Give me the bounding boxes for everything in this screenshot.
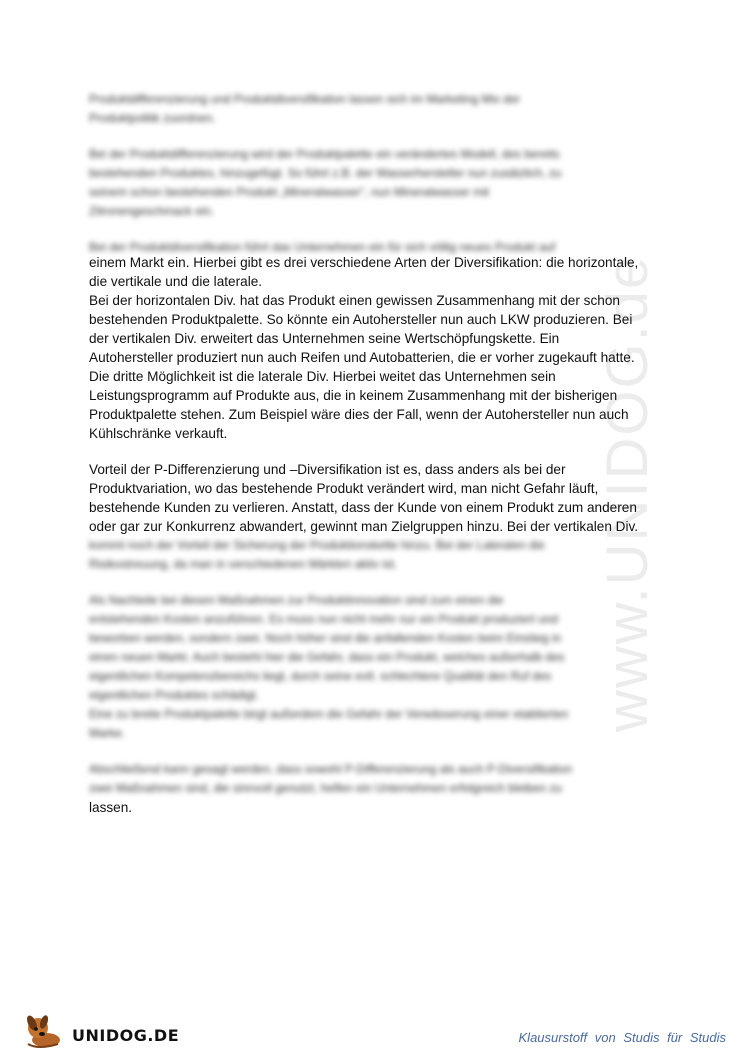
text-line: Vorteil der P-Differenzierung und –Diversifikation ist es, dass anders als bei der xyxy=(89,462,566,477)
text-line: der vertikalen Div. erweitert das Unternehmen seine Wertschöpfungskette. Ein xyxy=(89,331,560,346)
text-line: Kühlschränke verkauft. xyxy=(89,426,228,441)
text-line: Zitronengeschmack ein. xyxy=(89,204,215,218)
text-line: Eine zu breite Produktpalette birgt außerdem die Gefahr der Verwässerung einer etablierten xyxy=(89,707,569,721)
paragraph-3 xyxy=(89,238,669,443)
text-line: Die dritte Möglichkeit ist die laterale Div. Hierbei weitet das Unternehmen sein xyxy=(89,369,556,384)
text-line: kommt noch der Vorteil der Sicherung der Produktionskette hinzu. Bei der Lateralen die xyxy=(89,538,545,552)
watermark: www.UNIDOG.de xyxy=(595,254,660,732)
text-line: Produktpalette stehen. Zum Beispiel wäre dies der Fall, wenn der Autohersteller nun auch xyxy=(89,407,629,422)
footer-slogan: Klausurstoff von Studis für Studis xyxy=(518,1030,726,1045)
paragraph-2 xyxy=(89,145,669,221)
text-line: einen neuen Markt. Auch besteht hier die Gefahr, dass ein Produkt, welches außerhalb des xyxy=(89,650,565,664)
dog-icon xyxy=(20,1010,72,1050)
document-body xyxy=(89,90,669,834)
text-line: entstehenden Kosten anzuführen. Es muss nun nicht mehr nur ein Produkt produziert und xyxy=(89,612,558,626)
text-line: einem Markt ein. Hierbei gibt es drei verschiedene Arten der Diversifikation: die horizontale, xyxy=(89,255,639,270)
text-line: Risikostreuung, da man in verschiedenen Märkten aktiv ist. xyxy=(89,557,398,571)
text-line: bestehenden Produktpalette. So könnte ein Autohersteller nun auch LKW produzieren. Bei xyxy=(89,312,633,327)
paragraph-4 xyxy=(89,460,669,574)
text-line: Als Nachteile bei diesen Maßnahmen zur Produktinnovation sind zum einen die xyxy=(89,593,504,607)
logo-text: UNIDOG.DE xyxy=(72,1026,180,1045)
text-line: Produktdifferenzierung und Produktdiversifikation lassen sich im Marketing Mix der xyxy=(89,92,521,106)
text-line: lassen. xyxy=(89,800,133,815)
text-line: eigentlichen Kompetenzbereichs liegt, durch seine evtl. schlechtere Qualität den Ruf des xyxy=(89,669,552,683)
text-line: beworben werden, sondern zwei. Noch höher sind die anfallenden Kosten beim Einstieg in xyxy=(89,631,562,645)
text-line: Produktpolitik zuordnen. xyxy=(89,111,216,125)
text-line: seinem schon bestehenden Produkt „Mineralwasser“, nun Mineralwasser mit xyxy=(89,185,489,199)
text-line: Leistungsprogramm auf Produkte aus, die in keinem Zusammenhang mit der bisherigen xyxy=(89,388,618,403)
text-line: Marke. xyxy=(89,726,126,740)
text-line: die vertikale und die laterale. xyxy=(89,274,263,289)
paragraph-1 xyxy=(89,90,669,128)
unidog-logo xyxy=(20,1010,180,1050)
text-line: Produktvariation, wo das bestehende Produkt verändert wird, man nicht Gefahr läuft, xyxy=(89,481,599,496)
text-line: bestehende Kunden zu verlieren. Anstatt, dass der Kunde von einem Produkt zum anderen xyxy=(89,500,637,515)
text-line: oder gar zur Konkurrenz abwandert, gewinnt man Zielgruppen hinzu. Bei der vertikalen Div. xyxy=(89,519,639,534)
paragraph-6 xyxy=(89,760,669,817)
text-line: zwei Maßnahmen sind, die sinnvoll genutzt, helfen ein Unternehmen erfolgreich bleiben zu xyxy=(89,781,562,795)
text-line: bestehenden Produktes, hinzugefügt. So führt z.B. der Wasserhersteller nun zusätzlich, zu xyxy=(89,166,562,180)
text-line: Bei der horizontalen Div. hat das Produkt einen gewissen Zusammenhang mit der schon xyxy=(89,293,620,308)
paragraph-5 xyxy=(89,591,669,743)
text-line: Abschließend kann gesagt werden, dass sowohl P-Differenzierung als auch P-Diversifikation xyxy=(89,762,573,776)
text-line: Bei der Produktdiversifikation führt das Unternehmen ein für sich völlig neues Produkt auf xyxy=(89,240,556,254)
text-line: Bei der Produktdifferenzierung wird der Produktpalette ein verändertes Modell, des bereits xyxy=(89,147,560,161)
text-line: Autohersteller produziert nun auch Reifen und Autobatterien, die er vorher zugekauft hatte. xyxy=(89,350,635,365)
text-line: eigentlichen Produktes schädigt. xyxy=(89,688,259,702)
